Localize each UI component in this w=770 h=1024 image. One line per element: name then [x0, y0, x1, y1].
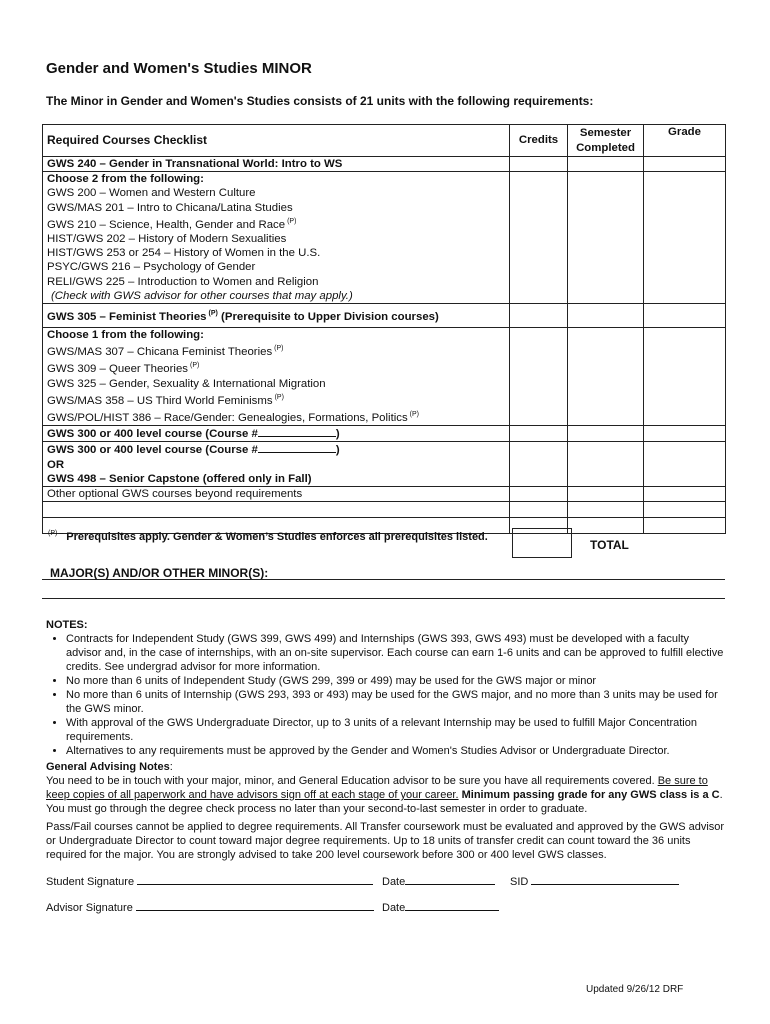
credits-cell[interactable]: [510, 442, 568, 487]
blank-course-cell[interactable]: [43, 502, 510, 518]
course-level-1: GWS 300 or 400 level course (Course # ): [43, 426, 510, 442]
list-item: • Contracts for Independent Study (GWS 399, GWS 499) and Internships (GWS 393, GWS 493) must be developed with a faculty advisor and, in the case of internships, with an on-site supervisor. Each course can earn 1-6 units and can be approved to fulfill elective credits. See undergrad advisor for more information.: [66, 632, 726, 674]
page-subtitle: The Minor in Gender and Women's Studies consists of 21 units with the following requirements:: [46, 94, 594, 108]
notes-list: [46, 632, 726, 758]
choose1-cell: [43, 328, 510, 426]
advisor-date-row: [382, 900, 499, 914]
course-item: PSYC/GWS 216 – Psychology of Gender: [47, 261, 256, 274]
advisor-date-line[interactable]: [405, 900, 499, 911]
student-signature-label: Student Signature: [46, 876, 135, 888]
course-item: GWS/MAS 358 – US Third World Feminisms $^{(P)}$: [47, 393, 284, 407]
majors-minors-label: MAJOR(S) AND/OR OTHER MINOR(S):: [50, 566, 269, 580]
total-credits-box[interactable]: [512, 528, 572, 558]
semester-cell[interactable]: [568, 172, 644, 304]
grade-cell[interactable]: [644, 328, 726, 426]
list-item: • No more than 6 units of Internship (GWS 293, 393 or 493) may be used for the GWS major, and no more than 3 units may be used for the GWS minor.: [66, 688, 726, 716]
advisor-signature-row: [46, 900, 374, 914]
grade-cell[interactable]: [644, 442, 726, 487]
grade-cell[interactable]: [644, 487, 726, 502]
credits-cell[interactable]: [510, 502, 568, 518]
table-row: [43, 487, 726, 502]
course-checklist-table: [42, 124, 726, 534]
semester-cell[interactable]: [568, 518, 644, 534]
grade-cell[interactable]: [644, 518, 726, 534]
student-date-line[interactable]: [405, 874, 495, 885]
choose2-cell: [43, 172, 510, 304]
credits-cell[interactable]: [510, 304, 568, 328]
header-credits: Credits: [510, 125, 568, 157]
course-item: GWS 309 – Queer Theories $^{(P)}$: [47, 362, 200, 376]
sid-row: [510, 874, 679, 888]
table-row: [43, 157, 726, 172]
choose2-note: (Check with GWS advisor for other courses that may apply.): [51, 289, 353, 302]
table-row: [43, 442, 726, 487]
date-label: Date: [382, 902, 406, 914]
grade-cell[interactable]: [644, 172, 726, 304]
student-date-row: [382, 874, 495, 888]
general-text: You need to be in touch with your major, minor, and General Education advisor to be sure you have all requirements covered. Be sure to keep copies of all paperwork and have advisors sign off at each stage of your career. Minimum passing grade for any GWS class is a C. You must go through the degree check process no later than your second-to-last semester in order to graduate.: [46, 775, 723, 815]
course-item: GWS 210 – Science, Health, Gender and Race $^{(P)}$: [47, 217, 297, 231]
sid-label: SID: [510, 876, 529, 888]
notes-section: [46, 618, 726, 758]
divider: [42, 579, 725, 580]
student-signature-line[interactable]: [137, 874, 373, 885]
table-header-row: [43, 125, 726, 157]
credits-cell[interactable]: [510, 157, 568, 172]
course-item: GWS/MAS 201 – Intro to Chicana/Latina Studies: [47, 201, 293, 214]
optional-courses: Other optional GWS courses beyond requirements: [43, 487, 510, 502]
grade-cell[interactable]: [644, 304, 726, 328]
semester-cell[interactable]: [568, 328, 644, 426]
course-level-2-or-capstone: GWS 300 or 400 level course (Course # ) OR GWS 498 – Senior Capstone (offered only in Fall): [43, 442, 510, 487]
prereq-mark: (P): [287, 217, 297, 225]
advisor-signature-line[interactable]: [136, 900, 374, 911]
course-gws305: GWS 305 – Feminist Theories $^{(P)}$ (Prerequisite to Upper Division courses): [43, 304, 510, 328]
course-item: GWS/MAS 307 – Chicana Feminist Theories $^{(P)}$: [47, 345, 284, 359]
page-title: Gender and Women's Studies MINOR: [46, 60, 312, 77]
header-courses: Required Courses Checklist: [43, 125, 510, 157]
grade-cell[interactable]: [644, 502, 726, 518]
advisor-signature-label: Advisor Signature: [46, 902, 133, 914]
total-label: TOTAL: [590, 538, 629, 552]
course-gws240: GWS 240 – Gender in Transnational World: Intro to WS: [43, 157, 510, 172]
semester-cell[interactable]: [568, 502, 644, 518]
semester-cell[interactable]: [568, 157, 644, 172]
credits-cell[interactable]: [510, 328, 568, 426]
grade-cell[interactable]: [644, 426, 726, 442]
grade-cell[interactable]: [644, 157, 726, 172]
or-label: OR: [47, 458, 65, 471]
list-item: • No more than 6 units of Independent Study (GWS 299, 399 or 499) may be used for the GWS major or minor: [66, 674, 726, 688]
credits-cell[interactable]: [510, 487, 568, 502]
course-item: HIST/GWS 253 or 254 – History of Women in the U.S.: [47, 247, 321, 260]
course-item: HIST/GWS 202 – History of Modern Sexualities: [47, 233, 287, 246]
course-item: GWS 200 – Women and Western Culture: [47, 187, 256, 200]
header-grade: Grade: [644, 125, 726, 157]
semester-cell[interactable]: [568, 304, 644, 328]
credits-cell[interactable]: [510, 426, 568, 442]
list-item: • Alternatives to any requirements must be approved by the Gender and Women's Studies Advisor or Undergraduate Director.: [66, 744, 726, 758]
table-row: [43, 304, 726, 328]
sid-line[interactable]: [531, 874, 679, 885]
updated-footer: Updated 9/26/12 DRF: [586, 984, 684, 995]
table-row: [43, 502, 726, 518]
course-gws498: GWS 498 – Senior Capstone (offered only in Fall): [47, 472, 312, 485]
table-row: [43, 426, 726, 442]
table-row: [43, 328, 726, 426]
course-item: RELI/GWS 225 – Introduction to Women and Religion: [47, 275, 319, 288]
general-advising-notes: General Advising Notes: You need to be in touch with your major, minor, and General Education advisor to be sure you have all requirements covered. Be sure to keep copies of all paperwork and have advisors sign off at each stage of your career. Minimum passing grade for any GWS class is a C. You must go through the degree check process no later than your second-to-last semester in order to graduate.: [46, 760, 726, 816]
semester-cell[interactable]: [568, 487, 644, 502]
choose2-heading: Choose 2 from the following:: [47, 173, 204, 186]
credits-cell[interactable]: [510, 172, 568, 304]
date-label: Date: [382, 876, 406, 888]
notes-heading: NOTES:: [46, 619, 88, 631]
divider: [42, 598, 725, 599]
course-item: GWS/POL/HIST 386 – Race/Gender: Genealogies, Formations, Politics $^{(P)}$: [47, 411, 419, 425]
prerequisite-note: $^{(P) -}$ Prerequisites apply. Gender & Women’s Studies enforces all prerequisites listed.: [48, 530, 488, 543]
course-item: GWS 325 – Gender, Sexuality & International Migration: [47, 377, 326, 390]
table-row: [43, 172, 726, 304]
general-heading: General Advising Notes: [46, 761, 170, 773]
list-item: • With approval of the GWS Undergraduate Director, up to 3 units of a relevant Internship may be used to fulfill Major Concentration requirements.: [66, 716, 726, 744]
semester-cell[interactable]: [568, 426, 644, 442]
course-number-blank[interactable]: [258, 442, 336, 453]
passfail-paragraph: Pass/Fail courses cannot be applied to degree requirements. All Transfer coursework must be evaluated and approved by the GWS advisor or Undergraduate Director to count toward major degree requirements. Up to 18 units of transfer credit can count toward the 36 units required for the major. You are strongly advised to take 200 level coursework before 300 or 400 level GWS classes.: [46, 821, 725, 861]
student-signature-row: [46, 874, 373, 888]
choose1-heading: Choose 1 from the following:: [47, 329, 204, 342]
header-semester: Semester Completed: [568, 125, 644, 157]
semester-cell[interactable]: [568, 442, 644, 487]
course-number-blank[interactable]: [258, 426, 336, 437]
